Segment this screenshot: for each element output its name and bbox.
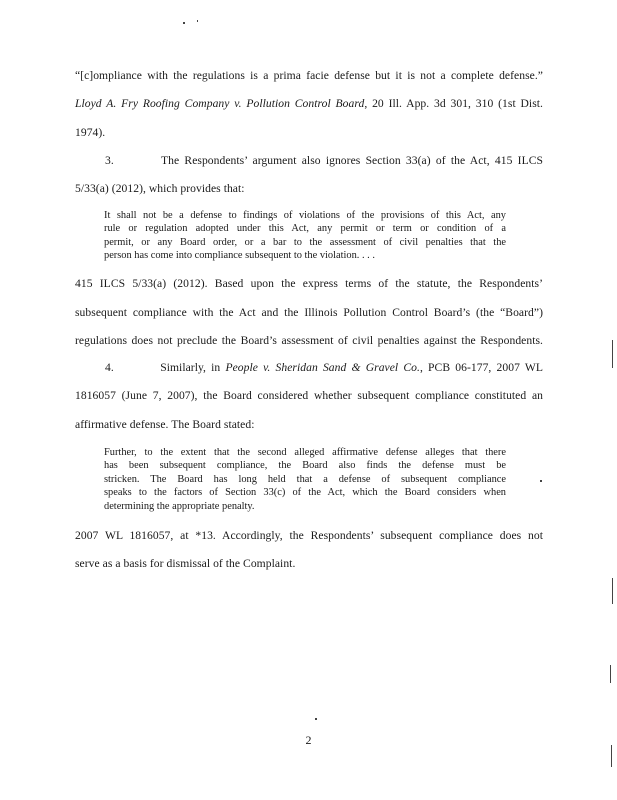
scan-mark [612, 578, 613, 604]
body-line: 5/33(a) (2012), which provides that: [75, 182, 245, 195]
case-name: People v. Sheridan Sand & Gravel Co. [225, 361, 420, 374]
block-quote-line: rule or regulation adopted under this Act, any permit or term or condition of a [104, 223, 506, 234]
scan-mark [610, 665, 611, 683]
body-line: “[c]ompliance with the regulations is a prima facie defense but it is not a complete defense.” [75, 69, 543, 82]
case-name: Lloyd A. Fry Roofing Company v. Pollution Control Board [75, 97, 365, 110]
body-line: subsequent compliance with the Act and the Illinois Pollution Control Board’s (the “Board”) [75, 306, 543, 319]
block-quote-line: stricken. The Board has long held that a defense of subsequent compliance [104, 474, 506, 485]
paragraph-4-start [75, 361, 543, 375]
block-quote-line: determining the appropriate penalty. [104, 501, 255, 512]
body-line: serve as a basis for dismissal of the Complaint. [75, 557, 296, 570]
scan-mark [611, 745, 612, 767]
block-quote-line: permit, or any Board order, or a bar to the assessment of civil penalties that the [104, 237, 506, 248]
body-line: 1974). [75, 126, 106, 139]
block-quote-line: It shall not be a defense to findings of violations of the provisions of this Act, any [104, 210, 506, 221]
citation-text: , 20 Ill. App. 3d 301, 310 (1st Dist. [364, 97, 543, 110]
paragraph-4-lead: 4. Similarly, in [105, 361, 226, 374]
body-line-citation [75, 97, 543, 111]
scan-speck [197, 20, 198, 22]
body-line: affirmative defense. The Board stated: [75, 418, 255, 431]
block-quote-line: speaks to the factors of Section 33(c) of the Act, which the Board considers when [104, 487, 506, 498]
scan-speck [315, 718, 317, 720]
body-line: 415 ILCS 5/33(a) (2012). Based upon the express terms of the statute, the Respondents’ [75, 277, 543, 290]
body-line: 2007 WL 1816057, at *13. Accordingly, the Respondents’ subsequent compliance does not [75, 529, 543, 542]
scan-mark [612, 340, 613, 368]
body-line: regulations does not preclude the Board’s assessment of civil penalties against the Respondents. [75, 334, 543, 347]
scan-speck [540, 480, 542, 482]
paragraph-3-start: 3. The Respondents’ argument also ignores Section 33(a) of the Act, 415 ILCS [105, 154, 543, 167]
block-quote-line: Further, to the extent that the second alleged affirmative defense alleges that there [104, 447, 506, 458]
block-quote-line: has been subsequent compliance, the Board also finds the defense must be [104, 460, 506, 471]
block-quote-line: person has come into compliance subsequent to the violation. . . . [104, 250, 375, 261]
scan-speck [183, 22, 185, 24]
citation-text: , PCB 06-177, 2007 WL [419, 361, 543, 374]
page-number: 2 [305, 733, 312, 747]
body-line: 1816057 (June 7, 2007), the Board considered whether subsequent compliance constituted an [75, 389, 543, 402]
